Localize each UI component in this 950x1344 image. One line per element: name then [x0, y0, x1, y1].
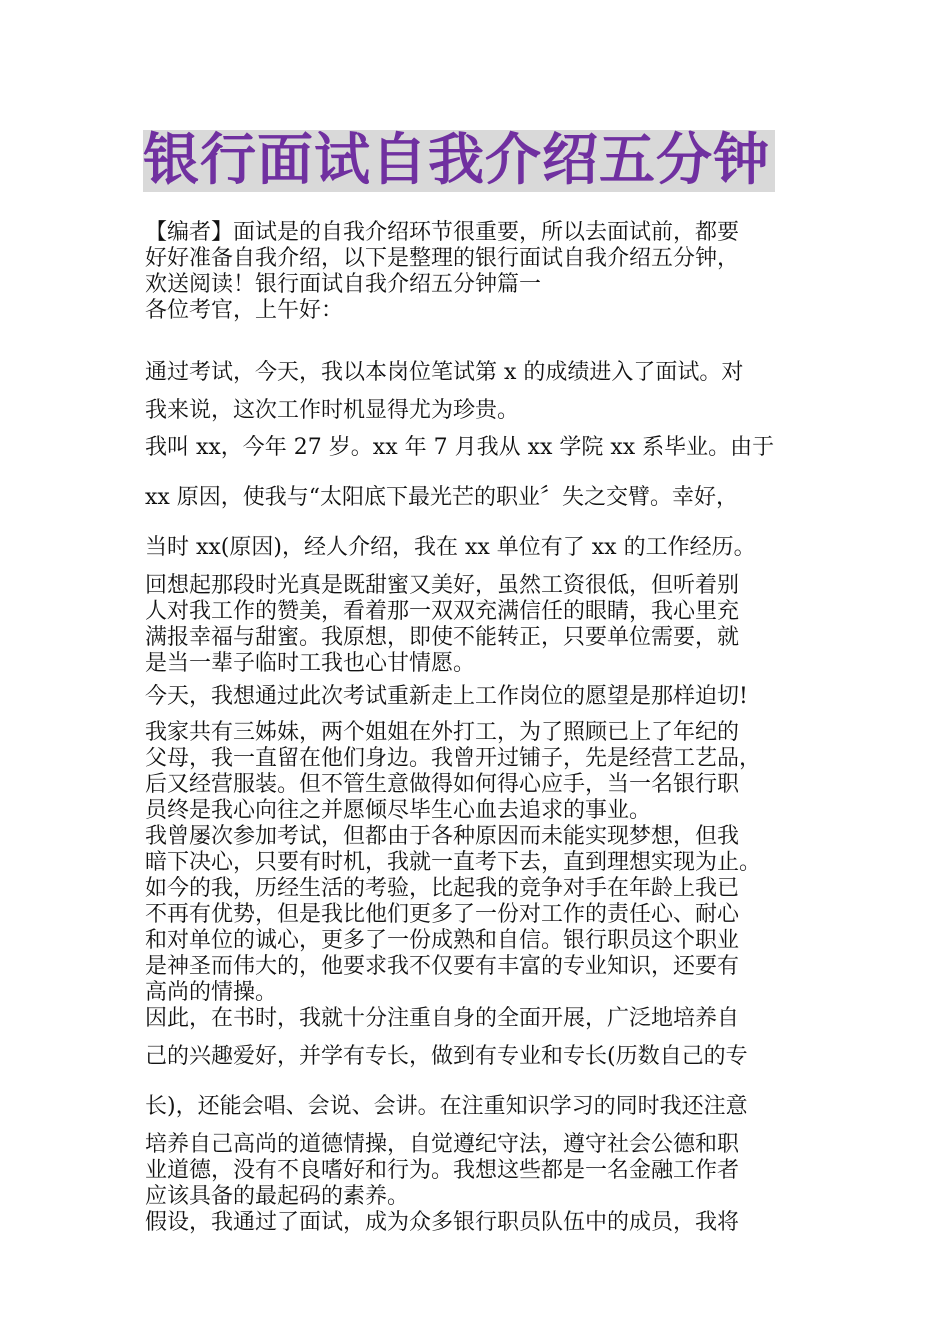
- text-line: xx 原因，使我与“太阳底下最光芒的职业〞失之交臂。幸好，: [145, 485, 739, 510]
- text-line: 好好准备自我介绍，以下是整理的银行面试自我介绍五分钟，: [145, 246, 740, 271]
- text-line: 业道德，没有不良嗜好和行为。我想这些都是一名金融工作者: [145, 1158, 740, 1183]
- text-line: 人对我工作的赞美，看着那一双双充满信任的眼睛，我心里充: [145, 599, 740, 624]
- text-line: 高尚的情操。: [145, 980, 278, 1005]
- text-line: 和对单位的诚心，更多了一份成熟和自信。银行职员这个职业: [145, 928, 740, 953]
- text-line: 培养自己高尚的道德情操，自觉遵纪守法，遵守社会公德和职: [145, 1132, 740, 1157]
- text-line: 今天，我想通过此次考试重新走上工作岗位的愿望是那样迫切!: [145, 684, 748, 709]
- text-line: 假设，我通过了面试，成为众多银行职员队伍中的成员，我将: [145, 1210, 740, 1235]
- text-line: 满报幸福与甜蜜。我原想，即使不能转正，只要单位需要，就: [145, 625, 740, 650]
- text-line: 我家共有三姊妹，两个姐姐在外打工，为了照顾已上了年纪的: [145, 720, 740, 745]
- text-line: 是神圣而伟大的，他要求我不仅要有丰富的专业知识，还要有: [145, 954, 740, 979]
- text-line: 后又经营服装。但不管生意做得如何得心应手，当一名银行职: [145, 772, 740, 797]
- text-line: 通过考试，今天，我以本岗位笔试第 x 的成绩进入了面试。对: [145, 360, 744, 385]
- text-line: 欢送阅读！银行面试自我介绍五分钟篇一: [145, 272, 542, 297]
- text-line: 回想起那段时光真是既甜蜜又美好，虽然工资很低，但听着别: [145, 573, 740, 598]
- text-line: 如今的我，历经生活的考验，比起我的竞争对手在年龄上我已: [145, 876, 740, 901]
- text-line: 各位考官，上午好：: [145, 298, 344, 323]
- text-line: 长)，还能会唱、会说、会讲。在注重知识学习的同时我还注意: [145, 1094, 748, 1119]
- text-line: 暗下决心，只要有时机，我就一直考下去，直到理想实现为止。: [145, 850, 762, 875]
- text-line: 不再有优势，但是我比他们更多了一份对工作的责任心、耐心: [145, 902, 740, 927]
- text-line: 当时 xx(原因)，经人介绍，我在 xx 单位有了 xx 的工作经历。: [145, 535, 756, 560]
- text-line: 己的兴趣爱好，并学有专长，做到有专业和专长(历数自己的专: [145, 1044, 748, 1069]
- text-line: 我曾屡次参加考试，但都由于各种原因而未能实现梦想，但我: [145, 824, 740, 849]
- text-line: 应该具备的最起码的素养。: [145, 1184, 410, 1209]
- text-line: 是当一辈子临时工我也心甘情愿。: [145, 651, 476, 676]
- text-line: 我叫 xx，今年 27 岁。xx 年 7 月我从 xx 学院 xx 系毕业。由于: [145, 435, 775, 460]
- text-line: 父母，我一直留在他们身边。我曾开过铺子，先是经营工艺品，: [145, 746, 762, 771]
- text-line: 【编者】面试是的自我介绍环节很重要，所以去面试前，都要: [145, 220, 740, 245]
- page-title: 银行面试自我介绍五分钟: [143, 130, 775, 192]
- text-line: 员终是我心向往之并愿倾尽毕生心血去追求的事业。: [145, 798, 652, 823]
- text-line: 我来说，这次工作时机显得尤为珍贵。: [145, 398, 520, 423]
- text-line: 因此，在书时，我就十分注重自身的全面开展，广泛地培养自: [145, 1006, 740, 1031]
